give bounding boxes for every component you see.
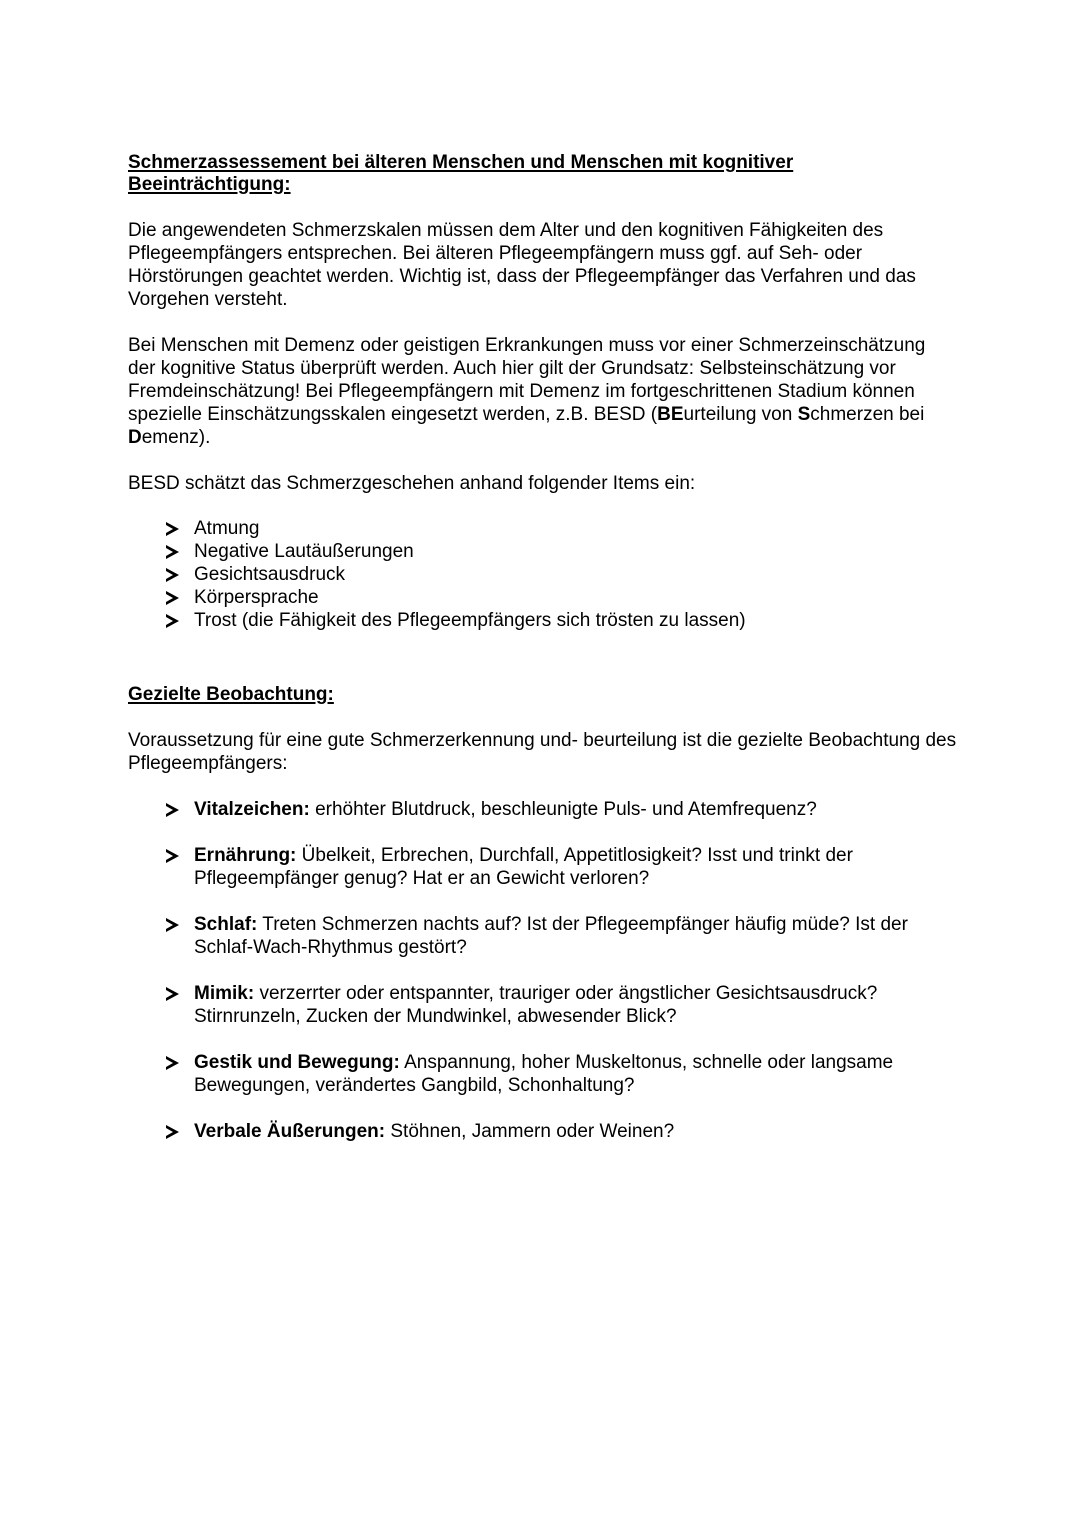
- list-item-text: Stöhnen, Jammern oder Weinen?: [385, 1121, 675, 1142]
- list-item-text: Körpersprache: [194, 587, 319, 608]
- paragraph-schmerzskalen: Die angewendeten Schmerzskalen müssen dem Alter und den kognitiven Fähigkeiten des Pflegeempfängers entsprechen. Bei älteren Pflegeempfängern muss ggf. auf Seh- oder Hörstörungen geachtet werden. Wichtig ist, dass der Pflegeempfänger das Verfahren und das Vorgehen versteht.: [128, 220, 916, 310]
- list-item-text: Negative Lautäußerungen: [194, 541, 414, 562]
- section-heading-gezielte-beobachtung: Gezielte Beobachtung:: [128, 684, 334, 705]
- beobachtung-list: [128, 798, 958, 1143]
- list-item-label: Ernährung:: [194, 845, 297, 866]
- list-item: [128, 586, 958, 609]
- arrow-bullet-icon: [164, 844, 180, 867]
- list-item: [128, 609, 958, 632]
- arrow-bullet-icon: [164, 517, 180, 540]
- list-item-text: erhöhter Blutdruck, beschleunigte Puls- und Atemfrequenz?: [309, 799, 817, 820]
- list-item-text: Treten Schmerzen nachts auf? Ist der Pflegeempfänger häufig müde? Ist der Schlaf-Wach-Rhythmus gestört?: [194, 914, 908, 958]
- besd-text-3: emenz).: [141, 427, 211, 448]
- besd-letter-s: S: [797, 404, 811, 425]
- list-item-verbale-aeusserungen: [128, 1120, 958, 1143]
- list-item-ernaehrung: [128, 844, 958, 890]
- paragraph-besd-items-intro: BESD schätzt das Schmerzgeschehen anhand folgender Items ein:: [128, 473, 696, 494]
- list-item-label: Vitalzeichen:: [194, 799, 310, 820]
- arrow-bullet-icon: [164, 913, 180, 936]
- list-item-label: Gestik und Bewegung:: [194, 1052, 400, 1073]
- list-item-gestik: [128, 1051, 958, 1097]
- list-item: [128, 540, 958, 563]
- list-item-label: Mimik:: [194, 983, 255, 1004]
- besd-letter-d: D: [128, 427, 142, 448]
- arrow-bullet-icon: [164, 540, 180, 563]
- arrow-bullet-icon: [164, 609, 180, 632]
- list-item-text: verzerrter oder entspannter, trauriger oder ängstlicher Gesichtsausdruck? Stirnrunzeln, Zucken der Mundwinkel, abwesender Blick?: [194, 983, 878, 1027]
- besd-text-2: chmerzen bei: [810, 404, 925, 425]
- paragraph-demenz: [128, 334, 958, 449]
- besd-letter-be: BE: [657, 404, 684, 425]
- besd-text-1: urteilung von: [683, 404, 798, 425]
- list-item-text: Gesichtsausdruck: [194, 564, 346, 585]
- arrow-bullet-icon: [164, 586, 180, 609]
- list-item: [128, 563, 958, 586]
- list-item-schlaf: [128, 913, 958, 959]
- list-item-label: Schlaf:: [194, 914, 258, 935]
- arrow-bullet-icon: [164, 1120, 180, 1143]
- list-item-vitalzeichen: [128, 798, 958, 821]
- paragraph-demenz-text: Bei Menschen mit Demenz oder geistigen Erkrankungen muss vor einer Schmerzeinschätzung der kognitive Status überprüft werden. Auch hier gilt der Grundsatz: Selbsteinschätzung vor Fremdeinschätzung! Bei Pflegeempfängern mit Demenz im fortgeschrittenen Stadium können spezielle Einschätzungsskalen eingesetzt werden, z.B. BESD (: [128, 335, 926, 425]
- paragraph-beobachtung-intro: Voraussetzung für eine gute Schmerzerkennung und- beurteilung ist die gezielte Beobachtung des Pflegeempfängers:: [128, 730, 957, 774]
- list-item: [128, 517, 958, 540]
- arrow-bullet-icon: [164, 798, 180, 821]
- list-item-mimik: [128, 982, 958, 1028]
- list-item-text: Übelkeit, Erbrechen, Durchfall, Appetitlosigkeit? Isst und trinkt der Pflegeempfänger genug? Hat er an Gewicht verloren?: [194, 845, 853, 889]
- besd-items-list: [128, 517, 958, 632]
- section-heading-schmerzassessement: Schmerzassessement bei älteren Menschen und Menschen mit kognitiver Beeinträchtigung:: [128, 152, 794, 195]
- arrow-bullet-icon: [164, 563, 180, 586]
- document-content: [128, 152, 958, 1143]
- arrow-bullet-icon: [164, 1051, 180, 1074]
- list-item-text: Anspannung, hoher Muskeltonus, schnelle oder langsame Bewegungen, verändertes Gangbild, Schonhaltung?: [194, 1052, 894, 1096]
- list-item-text: Trost (die Fähigkeit des Pflegeempfängers sich trösten zu lassen): [194, 610, 746, 631]
- list-item-text: Atmung: [194, 518, 260, 539]
- arrow-bullet-icon: [164, 982, 180, 1005]
- list-item-label: Verbale Äußerungen:: [194, 1121, 386, 1142]
